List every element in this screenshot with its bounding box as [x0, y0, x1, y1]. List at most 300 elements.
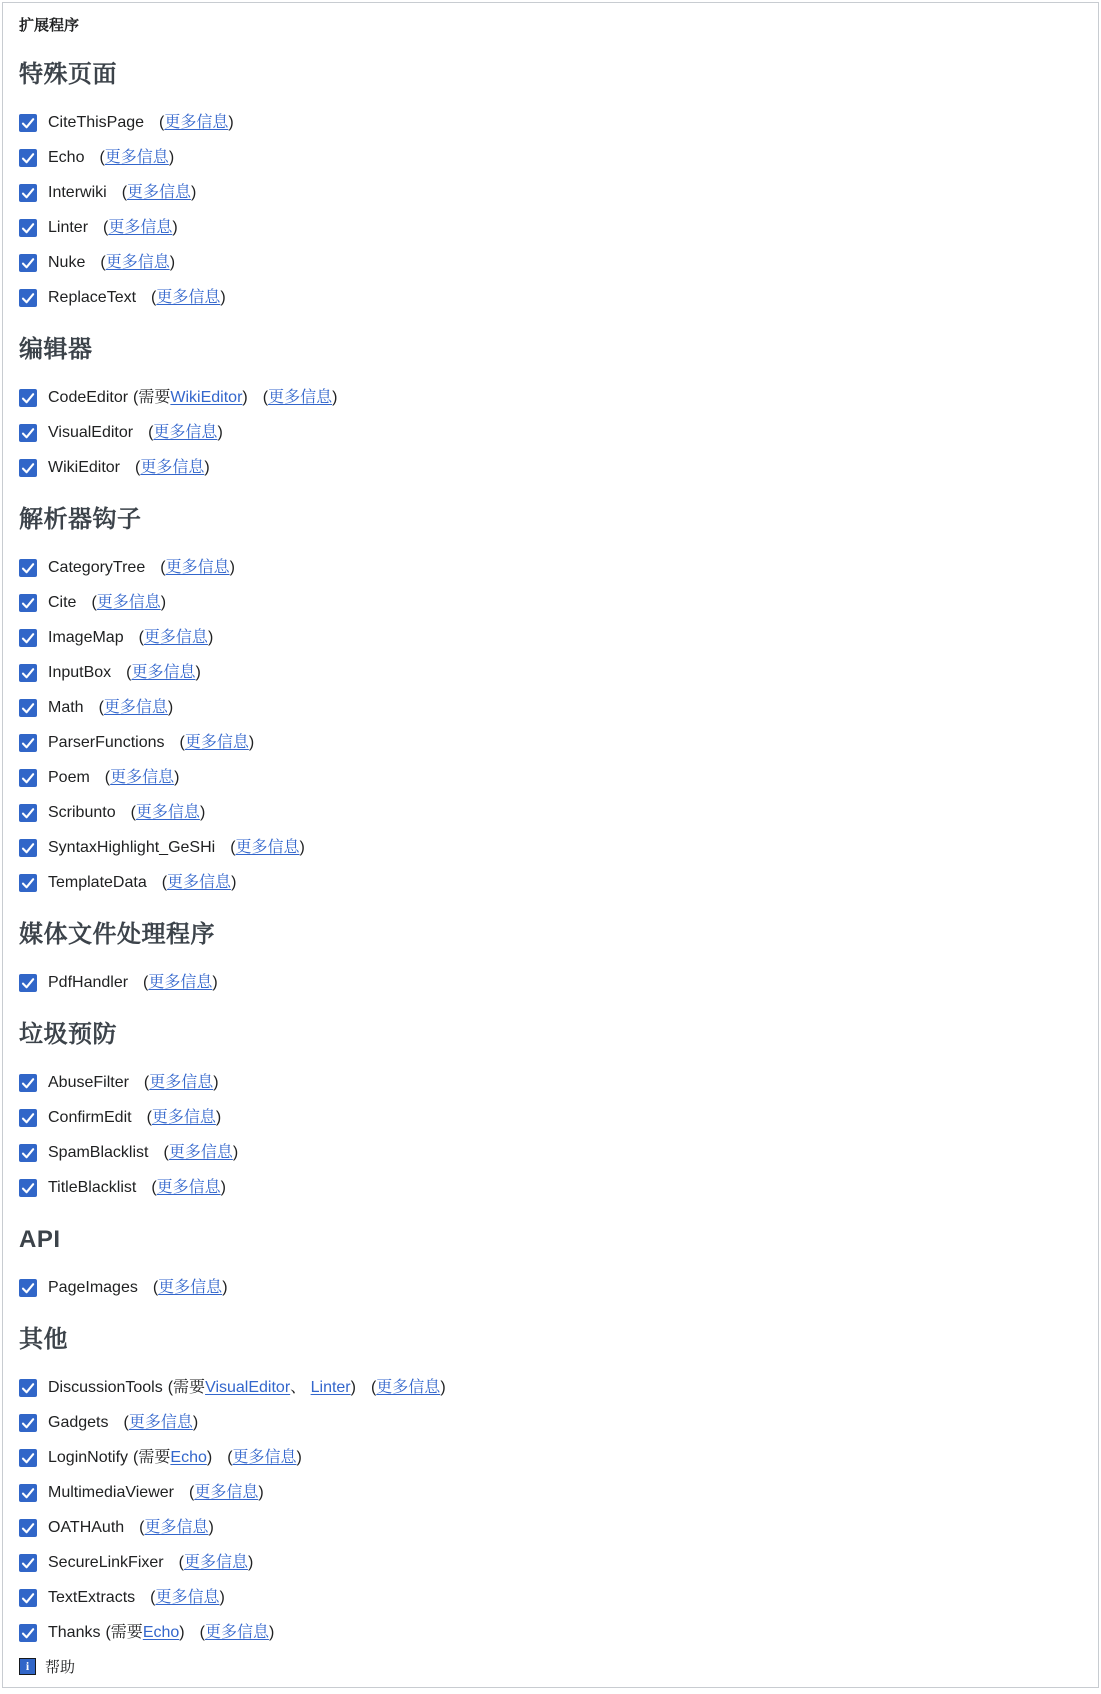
checkmark-icon: [19, 874, 37, 892]
paren-open: (: [143, 974, 149, 991]
more-info-link[interactable]: 更多信息: [194, 1484, 259, 1501]
extension-requires: [168, 1375, 356, 1401]
paren-close: ): [160, 594, 167, 611]
paren-open: (: [148, 424, 154, 441]
extension-checkbox[interactable]: [19, 1449, 37, 1467]
more-info-link[interactable]: 更多信息: [167, 874, 232, 891]
paren-close: ): [296, 1449, 302, 1466]
more-info: [200, 1620, 275, 1646]
paren-close: ): [232, 1144, 239, 1161]
section-heading: 其他: [19, 1326, 68, 1353]
extension-checkbox[interactable]: [19, 149, 37, 167]
extension-section: [19, 334, 1082, 481]
extension-checkbox[interactable]: [19, 839, 37, 857]
more-info-link[interactable]: 更多信息: [158, 1279, 223, 1296]
extension-row: [19, 555, 1082, 581]
extension-name: OATHAuth: [48, 1519, 125, 1536]
extension-row: [19, 970, 1082, 996]
more-info: [189, 1480, 264, 1506]
paren-open: (: [262, 389, 269, 406]
extension-name: Cite: [48, 594, 77, 611]
more-info-link[interactable]: 更多信息: [235, 839, 300, 856]
requires-prefix: 需要: [110, 1624, 143, 1641]
required-extension-link[interactable]: Echo: [170, 1449, 207, 1466]
paren-close: ): [248, 734, 255, 751]
paren-close: ): [199, 804, 206, 821]
paren-open: (: [163, 1144, 169, 1161]
paren-close: ): [258, 1484, 264, 1501]
more-info-link[interactable]: 更多信息: [96, 594, 161, 611]
extension-checkbox[interactable]: [19, 254, 37, 272]
checkmark-icon: [19, 1519, 37, 1537]
extension-row: [19, 1275, 1082, 1301]
paren-open: (: [121, 184, 128, 201]
paren-close: ): [191, 184, 197, 201]
extension-section: [19, 59, 1082, 311]
extension-checkbox[interactable]: [19, 389, 37, 407]
more-info-link[interactable]: 更多信息: [204, 1624, 269, 1641]
extension-row: [19, 800, 1082, 826]
extension-row: [19, 1480, 1082, 1506]
extension-row: [19, 110, 1082, 136]
extension-row: [19, 870, 1082, 896]
checkmark-icon: [19, 1624, 37, 1642]
extension-name: ReplaceText: [48, 289, 137, 306]
checkmark-icon: [19, 664, 37, 682]
more-info: [143, 970, 218, 996]
more-info-link[interactable]: 更多信息: [156, 1179, 221, 1196]
paren-open: (: [130, 804, 136, 821]
extension-checkbox[interactable]: [19, 459, 37, 477]
paren-close: ): [440, 1379, 446, 1396]
paren-open: (: [139, 1519, 145, 1536]
more-info-link[interactable]: 更多信息: [268, 389, 333, 406]
extension-checkbox[interactable]: [19, 1519, 37, 1537]
paren-open: (: [227, 1449, 233, 1466]
more-info-link[interactable]: 更多信息: [143, 629, 208, 646]
more-info: [100, 250, 175, 276]
extension-row: [19, 695, 1082, 721]
paren-close: ): [229, 559, 235, 576]
requires-prefix: 需要: [138, 1449, 171, 1466]
extension-checkbox[interactable]: [19, 1109, 37, 1127]
extension-row: [19, 625, 1082, 651]
extension-name: CiteThisPage: [48, 114, 145, 131]
extension-section: [19, 1324, 1082, 1646]
checkmark-icon: [19, 699, 37, 717]
section-rows: [19, 555, 1082, 896]
extension-name: Echo: [48, 149, 85, 166]
paren-close: ): [228, 114, 234, 131]
more-info: [99, 145, 174, 171]
more-info: [126, 660, 201, 686]
paren-open: (: [179, 734, 185, 751]
extension-row: [19, 1620, 1082, 1646]
more-info-link[interactable]: 更多信息: [131, 664, 196, 681]
extension-name: ConfirmEdit: [48, 1109, 132, 1126]
paren-close: ): [207, 629, 214, 646]
paren-close: ): [174, 769, 180, 786]
more-info: [263, 385, 338, 411]
checkmark-icon: [19, 629, 37, 647]
checkmark-icon: [19, 1279, 37, 1297]
required-extension-link[interactable]: VisualEditor: [205, 1379, 291, 1396]
extension-checkbox[interactable]: [19, 1624, 37, 1642]
paren-close: ): [219, 1589, 225, 1606]
checkmark-icon: [19, 1449, 37, 1467]
extension-row: [19, 180, 1082, 206]
paren-open: (: [152, 1279, 159, 1296]
extension-checkbox[interactable]: [19, 874, 37, 892]
more-info-link[interactable]: 更多信息: [127, 184, 192, 201]
paren-open: (: [143, 1074, 150, 1091]
extension-checkbox[interactable]: [19, 699, 37, 717]
paren-close: ): [208, 1519, 214, 1536]
paren-open: (: [99, 149, 105, 166]
extension-checkbox[interactable]: [19, 1589, 37, 1607]
extension-checkbox[interactable]: [19, 559, 37, 577]
extension-row: [19, 730, 1082, 756]
paren-close: ): [350, 1379, 356, 1396]
more-info: [91, 590, 166, 616]
more-info-link[interactable]: 更多信息: [155, 1589, 220, 1606]
extension-checkbox[interactable]: [19, 184, 37, 202]
extension-checkbox[interactable]: [19, 1179, 37, 1197]
more-info-link[interactable]: 更多信息: [148, 974, 213, 991]
more-info-link[interactable]: 更多信息: [165, 559, 230, 576]
paren-close: ): [204, 459, 210, 476]
extension-checkbox[interactable]: [19, 424, 37, 442]
more-info-link[interactable]: 更多信息: [140, 459, 205, 476]
section-rows: [19, 110, 1082, 311]
extension-name: Poem: [48, 769, 90, 786]
extension-name: SpamBlacklist: [48, 1144, 149, 1161]
more-info-link[interactable]: 更多信息: [376, 1379, 441, 1396]
extension-row: [19, 420, 1082, 446]
checkmark-icon: [19, 734, 37, 752]
extension-name: Nuke: [48, 254, 86, 271]
paren-open: (: [91, 594, 97, 611]
more-info: [227, 1445, 302, 1471]
more-info-link[interactable]: 更多信息: [232, 1449, 297, 1466]
more-info-link[interactable]: 更多信息: [144, 1519, 209, 1536]
more-info: [99, 695, 174, 721]
paren-open: (: [151, 1179, 157, 1196]
paren-open: (: [370, 1379, 377, 1396]
paren-open: (: [98, 699, 104, 716]
extension-checkbox[interactable]: [19, 1484, 37, 1502]
checkmark-icon: [19, 1484, 37, 1502]
extension-row: [19, 765, 1082, 791]
paren-open: (: [150, 1589, 156, 1606]
more-info: [139, 625, 214, 651]
more-info: [151, 285, 226, 311]
paren-close: ): [215, 1109, 222, 1126]
section-rows: [19, 1275, 1082, 1301]
extension-row: [19, 455, 1082, 481]
checkmark-icon: [19, 114, 37, 132]
info-icon[interactable]: i: [19, 1658, 36, 1675]
paren-close: ): [172, 219, 178, 236]
extension-requires: [133, 1445, 212, 1471]
extension-name: WikiEditor: [48, 459, 121, 476]
extension-name: ImageMap: [48, 629, 124, 646]
more-info: [135, 455, 210, 481]
extension-section: [19, 1224, 1082, 1301]
paren-close: ): [268, 1624, 275, 1641]
extension-checkbox[interactable]: [19, 1279, 37, 1297]
paren-close: ): [222, 1279, 228, 1296]
paren-close: ): [167, 699, 174, 716]
section-heading: 垃圾预防: [19, 1021, 117, 1048]
extension-row: [19, 660, 1082, 686]
extension-name: TextExtracts: [48, 1589, 136, 1606]
checkmark-icon: [19, 974, 37, 992]
extension-name: Thanks: [48, 1624, 101, 1641]
extension-row: [19, 835, 1082, 861]
paren-open: (: [151, 289, 157, 306]
checkmark-icon: [19, 219, 37, 237]
paren-open: (: [103, 219, 109, 236]
paren-close: ): [212, 974, 218, 991]
extension-name: Math: [48, 699, 84, 716]
extension-name: CategoryTree: [48, 559, 146, 576]
extension-name: AbuseFilter: [48, 1074, 129, 1091]
extension-section: [19, 1019, 1082, 1201]
more-info-link[interactable]: 更多信息: [103, 699, 168, 716]
more-info: [144, 1070, 219, 1096]
paren-open: (: [126, 664, 132, 681]
more-info: [159, 110, 234, 136]
section-heading: 媒体文件处理程序: [19, 921, 215, 948]
section-heading: API: [19, 1226, 61, 1253]
paren-close: ): [168, 149, 175, 166]
checkmark-icon: [19, 149, 37, 167]
extension-checkbox[interactable]: [19, 804, 37, 822]
paren-open: (: [167, 1379, 174, 1396]
required-extension-link[interactable]: WikiEditor: [170, 389, 243, 406]
extension-checkbox[interactable]: [19, 1144, 37, 1162]
more-info: [153, 1275, 228, 1301]
more-info: [148, 420, 223, 446]
more-info: [103, 215, 178, 241]
extension-checkbox[interactable]: [19, 594, 37, 612]
more-info-link[interactable]: 更多信息: [164, 114, 229, 131]
more-info: [179, 1550, 254, 1576]
extension-requires: [133, 385, 248, 411]
extension-name: MultimediaViewer: [48, 1484, 174, 1501]
extension-checkbox[interactable]: [19, 1554, 37, 1572]
checkmark-icon: [19, 1414, 37, 1432]
checkmark-icon: [19, 1109, 37, 1127]
extension-name: SyntaxHighlight_GeSHi: [48, 839, 216, 856]
more-info: [139, 1515, 214, 1541]
checkmark-icon: [19, 1379, 37, 1397]
paren-close: ): [299, 839, 305, 856]
paren-open: (: [135, 459, 141, 476]
checkmark-icon: [19, 424, 37, 442]
section-rows: [19, 1070, 1082, 1201]
checkmark-icon: [19, 1144, 37, 1162]
paren-close: ): [220, 1179, 226, 1196]
extension-checkbox[interactable]: [19, 289, 37, 307]
paren-close: ): [206, 1449, 213, 1466]
more-info: [151, 1175, 226, 1201]
checkmark-icon: [19, 389, 37, 407]
more-info-link[interactable]: 更多信息: [184, 734, 249, 751]
extension-name: Interwiki: [48, 184, 107, 201]
extension-name: Scribunto: [48, 804, 116, 821]
more-info-link[interactable]: 更多信息: [151, 1109, 216, 1126]
requires-prefix: 需要: [173, 1379, 206, 1396]
sections-container: [19, 59, 1082, 1646]
checkmark-icon: [19, 1589, 37, 1607]
extension-name: ParserFunctions: [48, 734, 165, 751]
extension-name: TitleBlacklist: [48, 1179, 137, 1196]
more-info-link[interactable]: 更多信息: [149, 1074, 214, 1091]
extension-row: [19, 1140, 1082, 1166]
extensions-panel: [2, 2, 1099, 1688]
extension-section: [19, 504, 1082, 896]
checkmark-icon: [19, 184, 37, 202]
paren-open: (: [105, 1624, 111, 1641]
paren-close: ): [220, 289, 226, 306]
more-info: [147, 1105, 222, 1131]
extension-name: PageImages: [48, 1279, 138, 1296]
paren-open: (: [161, 874, 168, 891]
more-info: [105, 765, 180, 791]
extension-row: [19, 285, 1082, 311]
extension-checkbox[interactable]: [19, 974, 37, 992]
extension-row: [19, 385, 1082, 411]
extension-checkbox[interactable]: [19, 734, 37, 752]
paren-close: ): [242, 389, 248, 406]
more-info-link[interactable]: 更多信息: [183, 1554, 248, 1571]
extension-row: [19, 1375, 1082, 1401]
extension-row: [19, 1105, 1082, 1131]
more-info-link[interactable]: 更多信息: [135, 804, 200, 821]
more-info: [123, 1410, 198, 1436]
extension-row: [19, 1410, 1082, 1436]
paren-open: (: [159, 114, 165, 131]
paren-close: ): [195, 664, 201, 681]
extension-name: LoginNotify: [48, 1449, 129, 1466]
checkmark-icon: [19, 1179, 37, 1197]
extension-row: [19, 1175, 1082, 1201]
extension-name: DiscussionTools: [48, 1379, 163, 1396]
help-label: 帮助: [45, 1658, 76, 1676]
paren-close: ): [231, 874, 237, 891]
extension-name: InputBox: [48, 664, 112, 681]
checkmark-icon: [19, 839, 37, 857]
extension-checkbox[interactable]: [19, 114, 37, 132]
more-info-link[interactable]: 更多信息: [128, 1414, 193, 1431]
checkmark-icon: [19, 289, 37, 307]
section-rows: [19, 970, 1082, 996]
extension-name: PdfHandler: [48, 974, 129, 991]
checkmark-icon: [19, 769, 37, 787]
paren-open: (: [199, 1624, 205, 1641]
checkmark-icon: [19, 594, 37, 612]
more-info: [150, 1585, 225, 1611]
paren-open: (: [146, 1109, 152, 1126]
more-info: [131, 800, 206, 826]
more-info: [230, 835, 305, 861]
fieldset-legend: 扩展程序: [19, 17, 80, 34]
extension-checkbox[interactable]: [19, 219, 37, 237]
extension-row: [19, 145, 1082, 171]
extension-row: [19, 1550, 1082, 1576]
extension-checkbox[interactable]: [19, 1414, 37, 1432]
extension-row: [19, 215, 1082, 241]
checkmark-icon: [19, 1074, 37, 1092]
paren-open: (: [100, 254, 106, 271]
extension-checkbox[interactable]: [19, 1074, 37, 1092]
extension-checkbox[interactable]: [19, 769, 37, 787]
more-info-link[interactable]: 更多信息: [110, 769, 175, 786]
paren-open: (: [178, 1554, 184, 1571]
more-info-link[interactable]: 更多信息: [156, 289, 221, 306]
checkmark-icon: [19, 559, 37, 577]
checkmark-icon: [19, 1554, 37, 1572]
extension-checkbox[interactable]: [19, 1379, 37, 1397]
extension-row: [19, 1515, 1082, 1541]
paren-open: (: [188, 1484, 195, 1501]
required-extension-link[interactable]: Echo: [142, 1624, 180, 1641]
extension-name: TemplateData: [48, 874, 147, 891]
extension-row: [19, 1585, 1082, 1611]
more-info-link[interactable]: 更多信息: [108, 219, 173, 236]
more-info-link[interactable]: 更多信息: [105, 254, 170, 271]
more-info: [160, 555, 235, 581]
paren-close: ): [217, 424, 223, 441]
more-info: [163, 1140, 238, 1166]
section-rows: [19, 385, 1082, 481]
more-info-link[interactable]: 更多信息: [153, 424, 218, 441]
extension-name: VisualEditor: [48, 424, 134, 441]
more-info: [162, 870, 237, 896]
section-heading: 解析器钩子: [19, 506, 142, 533]
checkmark-icon: [19, 804, 37, 822]
help-toggle[interactable]: [19, 1655, 1082, 1677]
more-info-link[interactable]: 更多信息: [168, 1144, 233, 1161]
extension-checkbox[interactable]: [19, 629, 37, 647]
extension-name: Gadgets: [48, 1414, 109, 1431]
paren-close: ): [247, 1554, 254, 1571]
paren-open: (: [133, 1449, 139, 1466]
extension-name: CodeEditor: [48, 389, 129, 406]
paren-open: (: [230, 839, 236, 856]
extension-row: [19, 590, 1082, 616]
requires-separator: 、: [290, 1379, 311, 1396]
paren-open: (: [104, 769, 111, 786]
paren-close: ): [192, 1414, 199, 1431]
section-heading: 特殊页面: [19, 61, 117, 88]
extension-requires: [105, 1620, 184, 1646]
more-info: [122, 180, 197, 206]
extension-row: [19, 1445, 1082, 1471]
required-extension-link[interactable]: Linter: [310, 1379, 351, 1396]
more-info-link[interactable]: 更多信息: [104, 149, 169, 166]
paren-open: (: [133, 389, 139, 406]
extension-name: Linter: [48, 219, 89, 236]
paren-close: ): [179, 1624, 185, 1641]
paren-open: (: [123, 1414, 129, 1431]
extension-checkbox[interactable]: [19, 664, 37, 682]
extension-row: [19, 250, 1082, 276]
more-info: [180, 730, 255, 756]
requires-prefix: 需要: [138, 389, 171, 406]
